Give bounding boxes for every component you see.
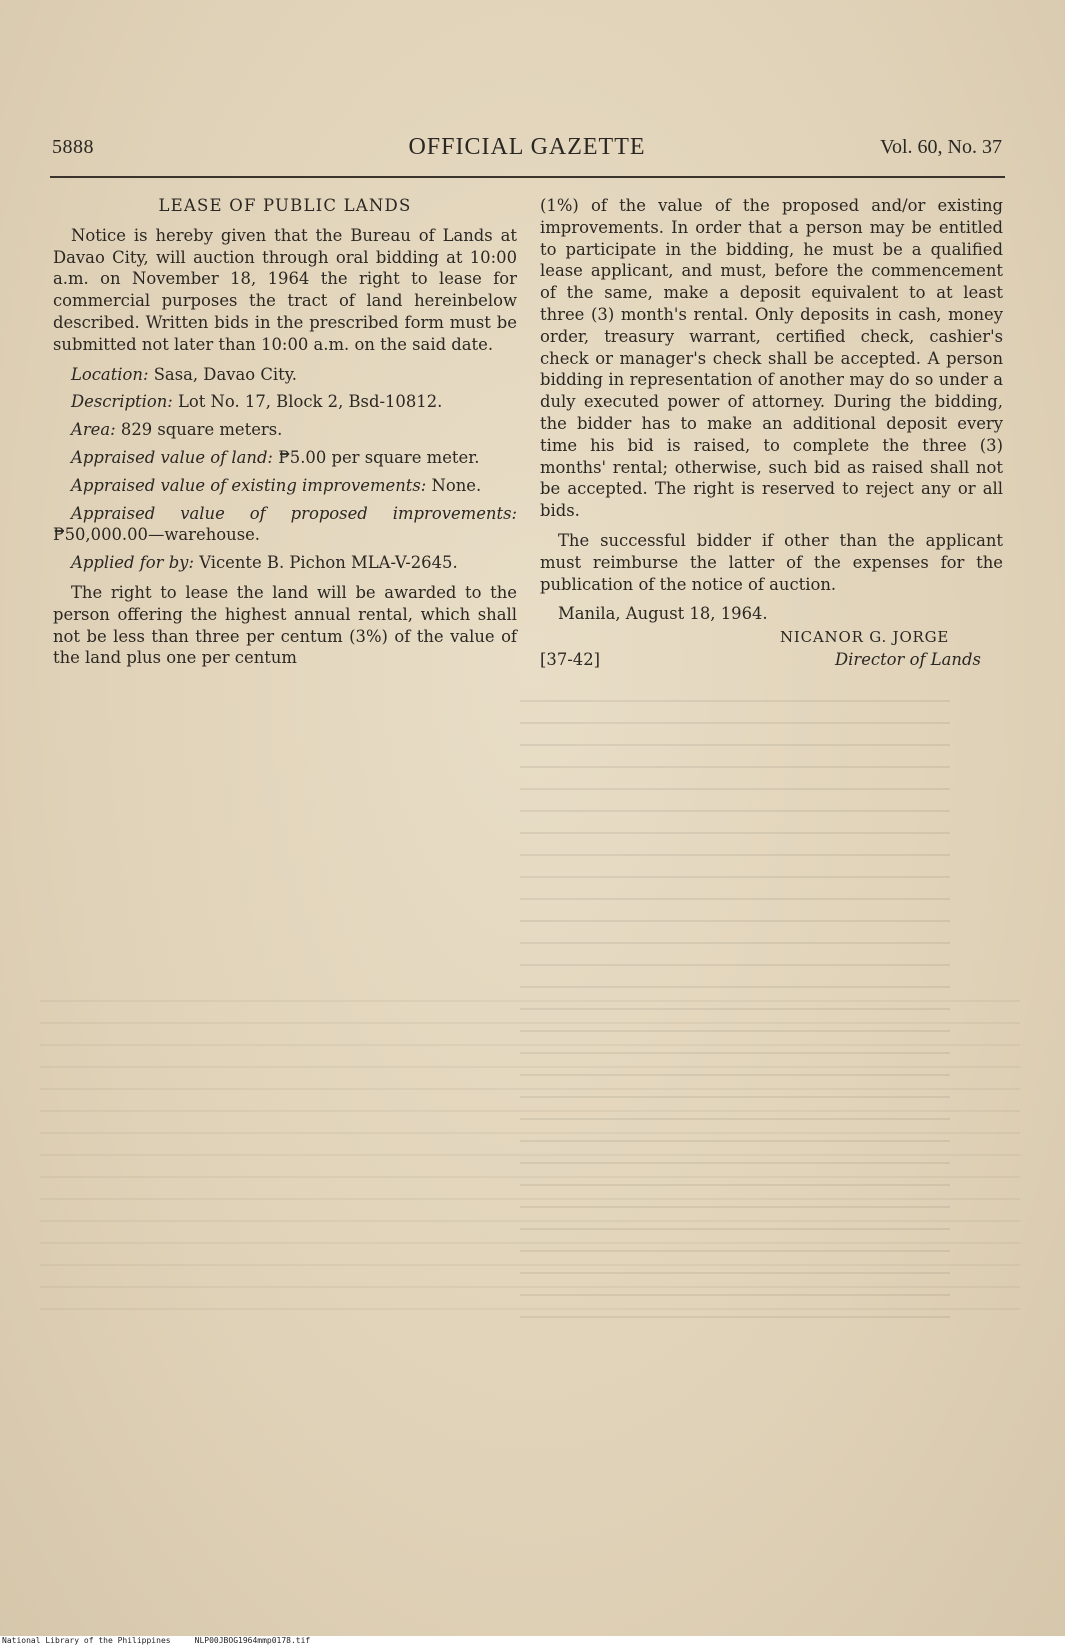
field-description [53,391,517,413]
field-appraised-proposed [53,503,517,547]
field-value: ₱5.00 per square meter. [278,447,480,467]
field-appraised-existing [53,475,517,497]
header-rule [50,176,1005,178]
right-column [540,195,1003,673]
signatory-title: Director of Lands [835,650,981,670]
reference-code: [37-42] [540,650,601,670]
field-applicant [53,552,517,574]
field-value: Vicente B. Pichon MLA-V-2645. [199,553,458,573]
signature-block [540,627,1003,673]
field-label: Appraised value of land: [71,447,273,467]
section-title: LEASE OF PUBLIC LANDS [158,196,412,215]
field-label: Appraised value of existing improvements: [71,475,427,495]
field-label: Area: [71,420,116,440]
signatory-name: NICANOR G. JORGE [780,628,950,647]
scan-footer [0,1636,1065,1650]
left-column [53,195,517,669]
field-value: 829 square meters. [120,420,283,440]
page-number: 5888 [52,136,94,158]
field-value: None. [431,475,482,495]
volume-number: Vol. 60, No. 37 [880,136,1002,158]
scan-footer-text: National Library of the Philippines NLP00JBOG1964mmp0178.tif [2,1636,311,1645]
field-value: Sasa, Davao City. [153,364,297,384]
field-value: ₱50,000.00—warehouse. [53,525,261,545]
field-area [53,419,517,441]
place-date: Manila, August 18, 1964. [558,604,768,624]
field-label: Applied for by: [71,553,194,573]
field-label: Location: [71,364,149,384]
continuation-paragraph: (1%) of the value of the proposed and/or existing improvements. In order that a person may be entitled to participate in the bidding, he must be a qualified lease applicant, and must, before the commencement of the same, make a deposit equivalent to at least three (3) month's rental. Only deposits in cash, money order, treasury warrant, certified check, cashier's check or manager's check shall be accepted. A person bidding in representation of another may do so under a duly executed power of attorney. During the bidding, the bidder has to make an additional deposit every time his bid is raised, to complete the three (3) months' rental; otherwise, such bid as raised shall not be accepted. The right is reserved to reject any or all bids. [540,196,1003,521]
field-location [53,364,517,386]
publication-title: OFFICIAL GAZETTE [408,134,646,160]
page-header [52,136,1002,166]
reimburse-paragraph: The successful bidder if other than the applicant must reimburse the latter of the expenses for the publication of the notice of auction. [540,530,1003,594]
field-label: Description: [71,392,173,412]
field-label: Appraised value of proposed improvements: [71,503,517,523]
intro-paragraph: Notice is hereby given that the Bureau of Lands at Davao City, will auction through oral bidding at 10:00 a.m. on November 18, 1964 the right to lease for commercial purposes the tract of land hereinbelow described. Written bids in the prescribed form must be submitted not later than 10:00 a.m. on the said date. [53,225,517,354]
award-paragraph: The right to lease the land will be awarded to the person offering the highest annual rental, which shall not be less than three per centum (3%) of the value of the land plus one per centum [53,582,517,668]
bleed-through-texture-lower [40,1000,1020,1330]
field-value: Lot No. 17, Block 2, Bsd-10812. [178,392,443,412]
field-appraised-land [53,447,517,469]
